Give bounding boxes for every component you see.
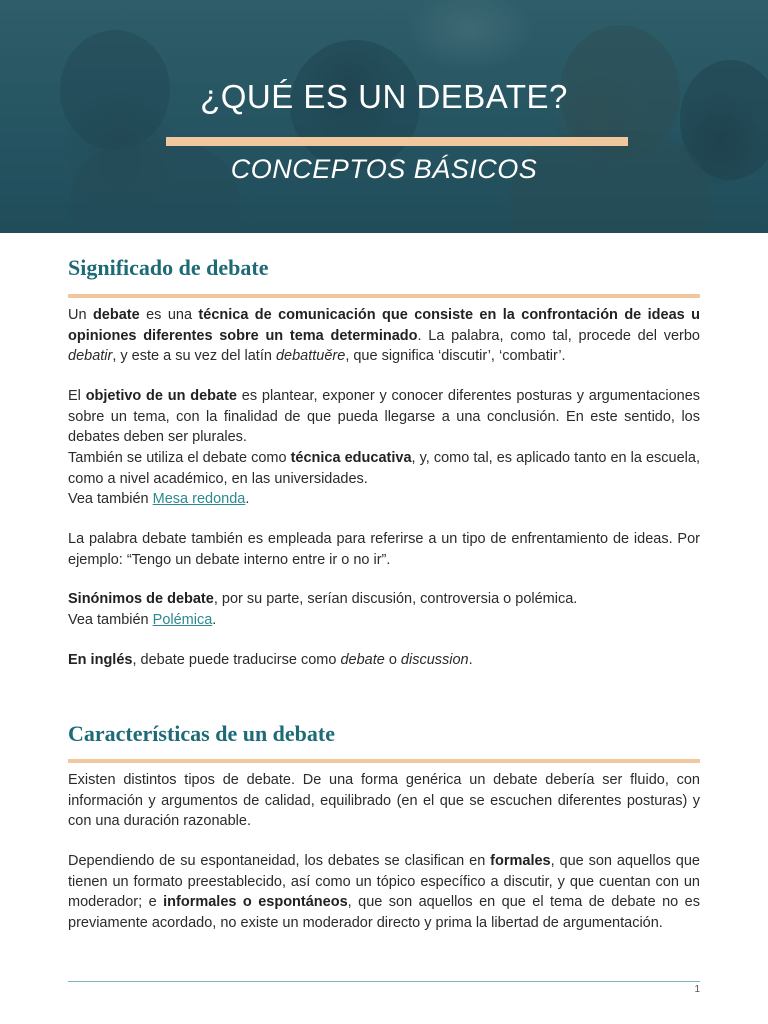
title-divider: [166, 137, 628, 146]
page-number: 1: [694, 984, 700, 995]
text: También se utiliza el debate como: [68, 450, 291, 466]
bold-text: debate: [92, 307, 140, 323]
header-banner: [0, 0, 768, 233]
page-title: ¿QUÉ ES UN DEBATE?: [200, 78, 568, 115]
bold-text: En inglés: [68, 652, 133, 668]
text: La palabra debate también es empleada para referirse a un tipo de enfrentamiento de ideas. Por ejemplo: “Tengo un debate interno entre ir o no ir”.: [68, 531, 700, 568]
bold-text: formales: [490, 853, 551, 869]
section-divider: [68, 294, 700, 298]
paragraph-types: [68, 770, 700, 832]
section-heading-caracteristicas: Características de un debate: [68, 721, 336, 746]
section-divider: [68, 759, 700, 763]
text: .: [245, 491, 250, 507]
text: Un: [68, 307, 93, 323]
italic-text: debatir: [68, 348, 113, 364]
italic-text: debattuĕre: [275, 348, 346, 364]
text: , debate puede traducirse como: [132, 652, 341, 668]
text: Vea también: [68, 491, 153, 507]
italic-text: discussion: [400, 652, 469, 668]
text: Vea también: [68, 612, 153, 628]
paragraph-definition: [68, 305, 700, 367]
text: , que son aquellos en que el tema de debate no es previamente acordado, no existe un moderador directo y prima la libertad de argumentación.: [68, 894, 700, 931]
link-mesa-redonda[interactable]: Mesa redonda: [152, 491, 246, 507]
bold-text: técnica educativa: [290, 450, 412, 466]
text: Dependiendo de su espontaneidad, los debates se clasifican en: [68, 853, 491, 869]
paragraph-english: [68, 650, 700, 671]
bold-text: informales o espontáneos: [163, 894, 348, 910]
text: .: [468, 652, 473, 668]
text: , por su parte, serían discusión, controversia o polémica.: [213, 591, 578, 607]
text: .: [212, 612, 217, 628]
text: Existen distintos tipos de debate. De una forma genérica un debate debería ser fluido, con información y argumentos de calidad, equilibrado (en el que se escuchen diferentes posturas) y con una duración razonable.: [68, 772, 700, 829]
bold-text: objetivo de un debate: [85, 388, 237, 404]
italic-text: debate: [340, 652, 385, 668]
bold-text: técnica de comunicación que consiste en la confrontación de ideas u opiniones diferentes sobre un tema determinado: [68, 307, 700, 344]
bold-text: Sinónimos de debate: [68, 591, 214, 607]
link-polemica[interactable]: Polémica: [152, 612, 213, 628]
text: , y, como tal, es aplicado tanto en la escuela, como a nivel académico, en las universidades.: [68, 450, 700, 487]
text: , que significa ‘discutir’, ‘combatir’.: [345, 348, 566, 364]
section-heading-significado: Significado de debate: [68, 255, 269, 280]
banner-overlay: [0, 0, 768, 233]
paragraph-synonyms: [68, 589, 700, 610]
text: , y este a su vez del latín: [112, 348, 276, 364]
footer-divider: [68, 981, 700, 982]
paragraph-educational: [68, 448, 700, 489]
paragraph-classification: [68, 851, 700, 933]
text: , que son aquellos que tienen un formato preestablecido, así como un tópico específico a discutir, y que cuentan con un moderador; e: [68, 853, 700, 910]
text: o: [384, 652, 401, 668]
text: es una: [139, 307, 199, 323]
paragraph-example: [68, 529, 700, 570]
page-subtitle: CONCEPTOS BÁSICOS: [230, 154, 538, 184]
text: El: [68, 388, 86, 404]
paragraph-objective: [68, 386, 700, 448]
text: . La palabra, como tal, procede del verbo: [417, 327, 700, 344]
text: es plantear, exponer y conocer diferentes posturas y argumentaciones sobre un tema, con la finalidad de que pueda llegarse a una conclusión. En este sentido, los debates deben ser plurales.: [68, 388, 701, 445]
see-also-mesa-redonda: [68, 489, 700, 510]
see-also-polemica: [68, 610, 700, 631]
